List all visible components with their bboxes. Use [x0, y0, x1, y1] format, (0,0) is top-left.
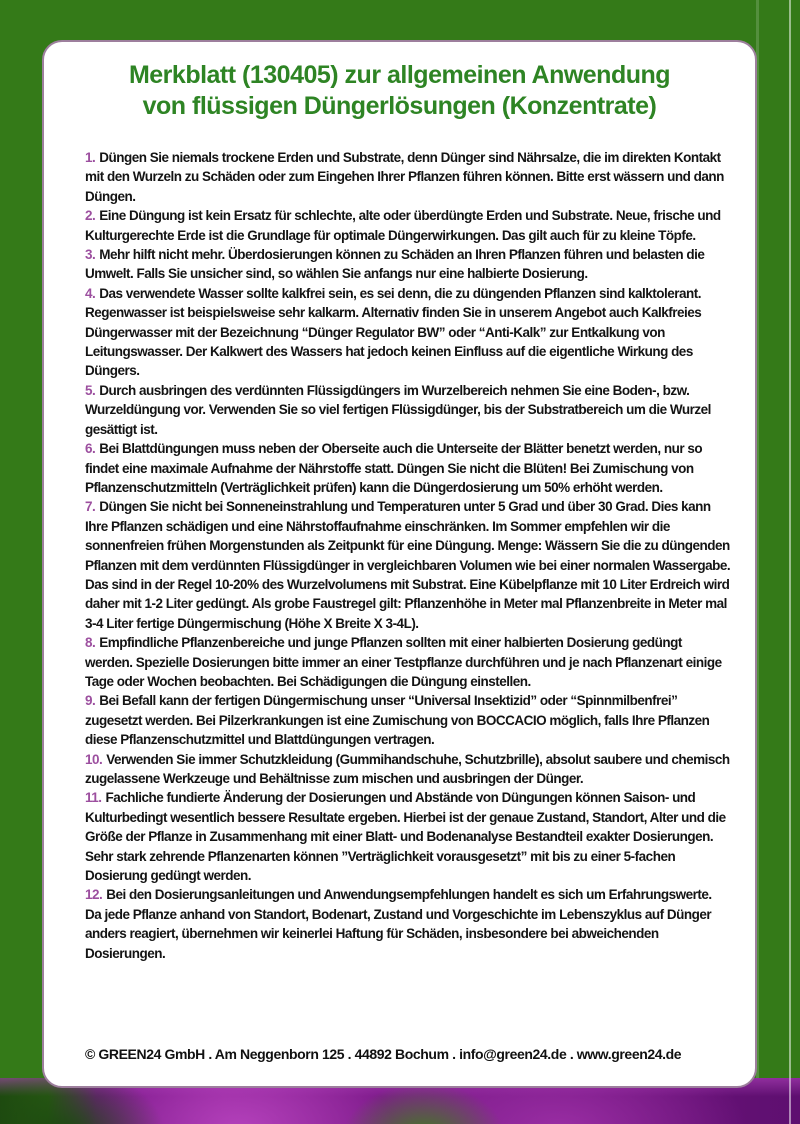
- document-title: [80, 60, 719, 122]
- item-text: Düngen Sie nicht bei Sonneneinstrahlung und Temperaturen unter 5 Grad und über 30 Grad. Dies kann Ihre Pflanzen schädigen und eine Nährstoffaufnahme einschränken. Im Sommer empfehlen wir die sonnenfreien frühen Morgenstunden als Zeitpunkt für eine Düngung. Menge: Wässern Sie die zu düngenden Pflanzen mit dem verdünnten Flüssigdünger in vergleichbaren Volumen wie bei einer normalen Wassergabe. Das sind in der Regel 10-20% des Wurzelvolumens mit Substrat. Eine Kübelpflanze mit 10 Liter Erdreich wird daher mit 1-2 Liter gedüngt. Als grobe Faustregel gilt: Pflanzenhöhe in Meter mal Pflanzenbreite in Meter mal 3-4 Liter fertige Düngermischung (Höhe X Breite X 3-4L).: [85, 499, 731, 631]
- instruction-item-10: [85, 750, 731, 789]
- item-number: 2.: [85, 208, 96, 224]
- item-text: Fachliche fundierte Änderung der Dosierungen und Abstände von Düngungen können Saison- und Kulturbedingt wesentlich bessere Resultate ergeben. Hierbei ist der genaue Zustand, Standort, Alter und die Größe der Pflanze in Zusammenhang mit einer Blatt- und Bodenanalyse Bestandteil exakter Dosierungen. Sehr stark zehrende Pflanzenarten können ”Verträglichkeit vorausgesetzt” mit bis zu einer 5-fachen Dosierung gedüngt werden.: [85, 790, 726, 884]
- copyright-footer: © GREEN24 GmbH . Am Neggenborn 125 . 44892 Bochum . info@green24.de . www.green24.de: [85, 1046, 682, 1062]
- item-number: 8.: [85, 635, 96, 651]
- item-text: Mehr hilft nicht mehr. Überdosierungen können zu Schäden an Ihren Pflanzen führen und belasten die Umwelt. Falls Sie unsicher sind, so wählen Sie anfangs nur eine halbierte Dosierung.: [85, 247, 705, 282]
- instruction-item-8: [85, 633, 731, 691]
- instruction-item-12: [85, 885, 731, 963]
- instruction-list: [85, 148, 731, 963]
- item-text: Bei Blattdüngungen muss neben der Oberseite auch die Unterseite der Blätter benetzt werden, nur so findet eine maximale Aufnahme der Nährstoffe statt. Düngen Sie nicht die Blüten! Bei Zumischung von Pflanzenschutzmitteln (Verträglichkeit prüfen) kann die Düngerdosierung um 50% erhöht werden.: [85, 441, 703, 495]
- item-text: Verwenden Sie immer Schutzkleidung (Gummihandschuhe, Schutzbrille), absolut saubere und chemisch zugelassene Werkzeuge und Behältnisse zum mischen und ausbringen der Dünger.: [85, 751, 730, 786]
- item-text: Durch ausbringen des verdünnten Flüssigdüngers im Wurzelbereich nehmen Sie eine Boden-, bzw. Wurzeldüngung vor. Verwenden Sie so viel fertigen Flüssigdünger, bis der Substratbereich um die Wurzel gesättigt ist.: [85, 382, 711, 437]
- item-number: 7.: [85, 499, 96, 515]
- item-text: Bei Befall kann der fertigen Düngermischung unser “Universal Insektizid” oder “Spinnmilbenfrei” zugesetzt werden. Bei Pilzerkrankungen ist eine Zumischung von BOCCACIO möglich, falls Ihre Pflanzen diese Pflanzenschutzmittel und Blattdüngungen vertragen.: [85, 693, 710, 748]
- instruction-item-3: [85, 245, 731, 284]
- item-text: Düngen Sie niemals trockene Erden und Substrate, denn Dünger sind Nährsalze, die im direkten Kontakt mit den Wurzeln zu Schäden oder zum Eingehen Ihrer Pflanzen führen können. Bitte erst wässern und dann Düngen.: [85, 150, 724, 204]
- light-streak-line: [789, 0, 791, 1124]
- title-line-1: Merkblatt (130405) zur allgemeinen Anwendung: [128, 61, 671, 89]
- instruction-item-11: [85, 788, 731, 885]
- item-number: 12.: [85, 887, 103, 903]
- item-number: 1.: [85, 150, 96, 165]
- item-text: Empfindliche Pflanzenbereiche und junge Pflanzen sollten mit einer halbierten Dosierung gedüngt werden. Spezielle Dosierungen bitte immer an einer Testpflanze durchführen und je nach Pflanzenart einige Tage oder Wochen beobachten. Bei Schädigungen die Düngung einstellen.: [85, 635, 722, 689]
- instruction-item-1: [85, 148, 731, 206]
- instruction-item-4: [85, 284, 731, 381]
- item-number: 5.: [85, 382, 96, 398]
- item-number: 9.: [85, 693, 96, 709]
- instruction-item-6: [85, 439, 731, 497]
- title-line-2: von flüssigen Düngerlösungen (Konzentrate): [142, 92, 657, 120]
- item-text: Das verwendete Wasser sollte kalkfrei sein, es sei denn, die zu düngenden Pflanzen sind kalktolerant. Regenwasser ist beispielsweise sehr kalkarm. Alternativ finden Sie in unserem Angebot auch Kalkfreies Düngerwasser mit der Bezeichnung “Dünger Regulator BW” oder “Anti-Kalk” zur Entkalkung von Leitungswasser. Der Kalkwert des Wassers hat jedoch keinen Einfluss auf die eigentliche Wirkung des Düngers.: [85, 285, 702, 379]
- purple-petal-right: [754, 388, 800, 1124]
- item-number: 10.: [85, 751, 103, 767]
- item-number: 4.: [85, 285, 96, 301]
- instruction-item-5: [85, 381, 731, 439]
- instruction-item-7: [85, 497, 731, 633]
- item-text: Eine Düngung ist kein Ersatz für schlechte, alte oder überdüngte Erden und Substrate. Neue, frische und Kulturgerechte Erde ist die Grundlage für optimale Düngerwirkungen. Das gilt auch für zu kleine Töpfe.: [85, 208, 721, 243]
- item-number: 11.: [85, 790, 102, 806]
- item-number: 3.: [85, 247, 96, 263]
- item-text: Bei den Dosierungsanleitungen und Anwendungsempfehlungen handelt es sich um Erfahrungswerte. Da jede Pflanze anhand von Standort, Bodenart, Zustand und Vorgeschichte im Lebenszyklus auf Dünger anders reagiert, übernehmen wir keinerlei Haftung für Schäden, insbesondere bei abweichenden Dosierungen.: [85, 887, 712, 961]
- item-number: 6.: [85, 441, 96, 457]
- instruction-item-2: [85, 206, 731, 245]
- instruction-item-9: [85, 691, 731, 749]
- info-card: [42, 40, 757, 1088]
